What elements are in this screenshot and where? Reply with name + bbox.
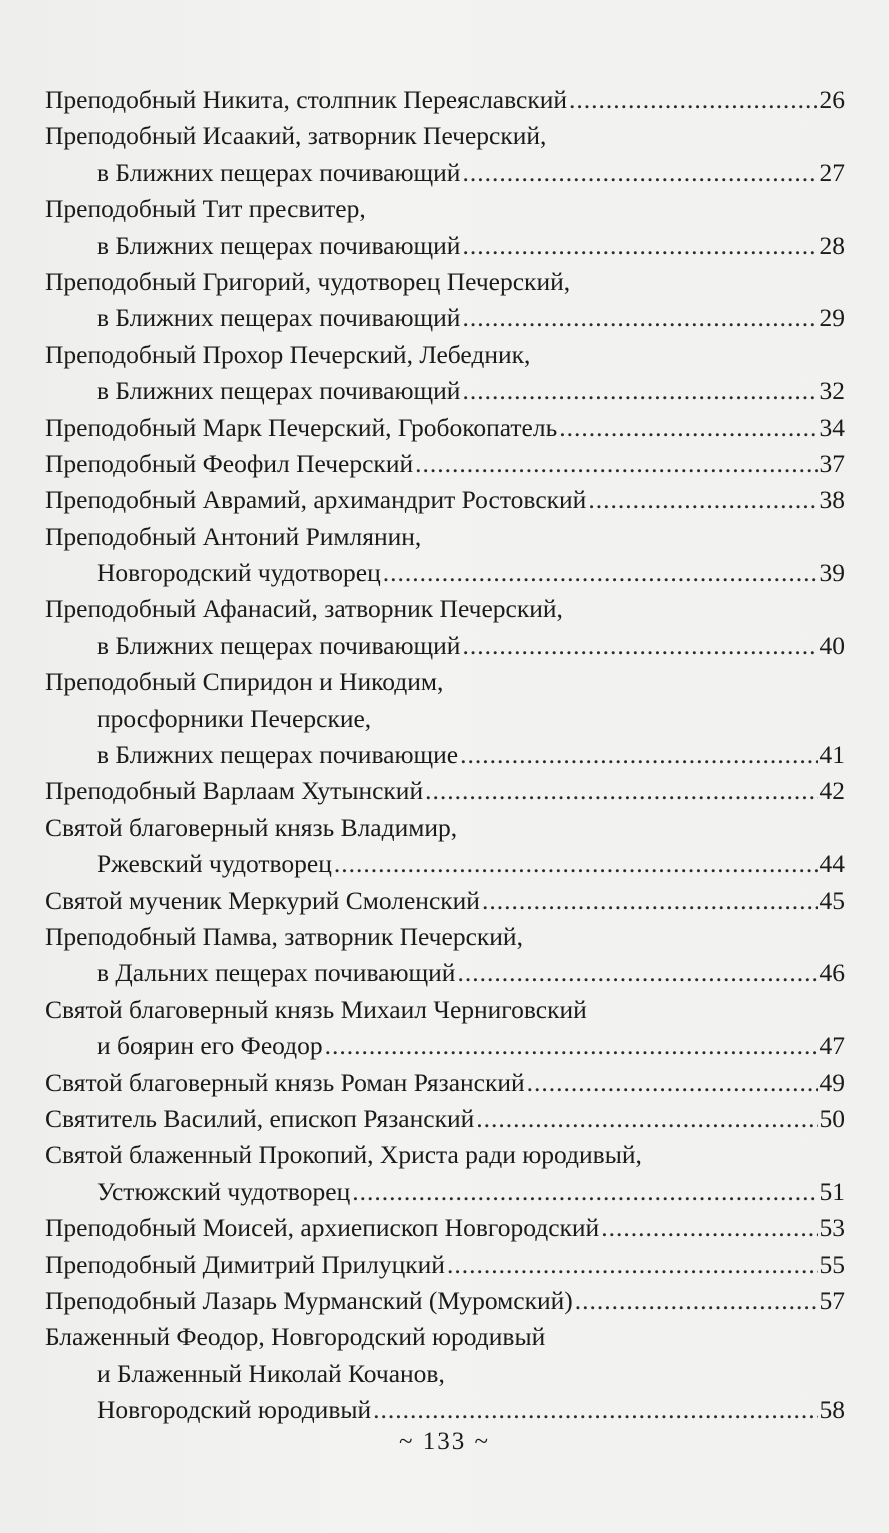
toc-entry-title-line [45,1101,845,1137]
toc-entry-title-line [45,1210,845,1246]
toc-entry [45,118,845,191]
toc-entry [45,410,845,446]
dot-leader [569,82,818,118]
toc-entry [45,919,845,992]
toc-entry-text: в Ближних пещерах почивающий [97,157,461,187]
toc-entry [45,1065,845,1101]
toc-entry-text: в Дальних пещерах почивающий [97,958,456,988]
dot-leader [447,1247,818,1283]
toc-entry-text: Святой благоверный князь Михаил Черниговский [45,994,587,1024]
toc-entry-title-line [45,519,845,555]
dot-leader [462,155,818,191]
toc-entry-continuation-line [45,846,845,882]
toc-entry-title-line [45,82,845,118]
toc-entry-title-line [45,446,845,482]
toc-entry-text: Преподобный Памва, затворник Печерский, [45,921,523,951]
toc-entry-title-line [45,992,845,1028]
toc-entry-page-number: 26 [819,85,845,114]
toc-entry-continuation-line [45,955,845,991]
toc-entry-page-number: 57 [819,1285,845,1315]
toc-entry-title-line [45,1137,845,1173]
toc-entry-title-line [45,664,845,700]
toc-entry [45,337,845,410]
toc-entry-text: Ржевский чудотворец [97,849,332,879]
dot-leader [462,628,818,664]
toc-entry-text: Святитель Василий, епископ Рязанский [45,1103,475,1133]
toc-entry-text: Преподобный Тит пресвитер, [45,194,366,224]
dot-leader [425,773,818,809]
toc-entry-text: Преподобный Варлаам Хутынский [45,776,424,806]
toc-entry-page-number: 53 [819,1213,845,1243]
dot-leader [325,1028,818,1064]
toc-entry-title-line [45,1247,845,1283]
toc-entry-text: в Ближних пещерах почивающие [97,740,459,770]
toc-entry [45,1247,845,1283]
toc-entry-continuation-line [45,1174,845,1210]
toc-entry-page-number: 29 [819,303,845,333]
toc-entry-text: Преподобный Лазарь Мурманский (Муромский) [45,1285,573,1315]
toc-entry-page-number: 45 [819,885,845,915]
toc-entry-text: Святой благоверный князь Владимир, [45,812,458,842]
toc-entry-title-line [45,1283,845,1319]
toc-entry-continuation-line [45,555,845,591]
table-of-contents [45,82,845,1428]
toc-entry-continuation-line [45,628,845,664]
toc-entry-page-number: 39 [819,558,845,588]
toc-entry [45,1137,845,1210]
toc-entry-page-number: 40 [819,630,845,660]
toc-entry [45,810,845,883]
dot-leader [415,446,818,482]
toc-entry-continuation-line [45,155,845,191]
toc-entry-title-line [45,191,845,227]
toc-entry-text: Святой благоверный князь Роман Рязанский [45,1067,525,1097]
toc-entry [45,1101,845,1137]
toc-entry [45,883,845,919]
toc-entry-continuation-line [45,1028,845,1064]
toc-entry-page-number: 46 [819,958,845,988]
toc-entry-text: Устюжский чудотворец [97,1176,351,1206]
toc-entry-page-number: 28 [819,230,845,260]
toc-entry-text: Преподобный Антоний Римлянин, [45,521,422,551]
dot-leader [334,846,818,882]
toc-entry-title-line [45,410,845,446]
dot-leader [462,228,818,264]
toc-entry-text: Преподобный Никита, столпник Переяславский [45,85,568,114]
toc-entry-text: Преподобный Прохор Печерский, Лебедник, [45,339,531,369]
toc-entry-page-number: 47 [819,1031,845,1061]
toc-entry-title-line [45,773,845,809]
dot-leader [373,1392,818,1428]
toc-entry [45,992,845,1065]
toc-entry-page-number: 58 [819,1395,845,1425]
toc-entry-page-number: 41 [819,740,845,770]
dot-leader [460,737,818,773]
toc-entry-continuation-line [45,737,845,773]
toc-entry-title-line [45,1065,845,1101]
toc-entry [45,191,845,264]
toc-entry-page-number: 55 [819,1249,845,1279]
toc-entry-title-line [45,1319,845,1355]
toc-entry-title-line [45,118,845,154]
dot-leader [482,883,818,919]
toc-entry-text: Преподобный Афанасий, затворник Печерский, [45,594,563,624]
dot-leader [462,373,818,409]
toc-entry-text: Новгородский юродивый [97,1395,372,1425]
toc-entry [45,664,845,773]
toc-entry [45,264,845,337]
toc-entry-page-number: 27 [819,157,845,187]
toc-entry-text: в Ближних пещерах почивающий [97,230,461,260]
dot-leader [575,1283,818,1319]
dot-leader [383,555,818,591]
toc-entry-title-line [45,264,845,300]
toc-entry-continuation-line [45,300,845,336]
toc-entry [45,1319,845,1428]
toc-entry-text: Преподобный Феофил Печерский [45,448,414,478]
dot-leader [352,1174,818,1210]
toc-entry [45,1210,845,1246]
toc-entry-page-number: 32 [819,376,845,406]
toc-entry-page-number: 42 [819,776,845,806]
toc-entry-continuation-line [45,1392,845,1428]
toc-entry-text: Новгородский чудотворец [97,558,381,588]
toc-entry-text: в Ближних пещерах почивающий [97,630,461,660]
toc-entry-text: Преподобный Григорий, чудотворец Печерский, [45,266,571,296]
toc-entry-text: Блаженный Феодор, Новгородский юродивый [45,1322,546,1352]
toc-entry-continuation-line [45,1356,845,1392]
toc-entry-title-line [45,883,845,919]
toc-entry-text: Преподобный Исаакий, затворник Печерский, [45,121,547,151]
toc-entry-text: Святой блаженный Прокопий, Христа ради юродивый, [45,1140,642,1170]
toc-entry [45,482,845,518]
toc-entry-continuation-line [45,373,845,409]
toc-entry-text: Преподобный Димитрий Прилуцкий [45,1249,445,1279]
toc-entry-text: просфорники Печерские, [97,703,372,733]
toc-entry [45,82,845,118]
dot-leader [559,410,818,446]
toc-entry-page-number: 50 [819,1103,845,1133]
toc-entry-text: Святой мученик Меркурий Смоленский [45,885,480,915]
toc-entry [45,1283,845,1319]
toc-entry-page-number: 37 [819,448,845,478]
toc-entry [45,446,845,482]
toc-entry-text: и боярин его Феодор [97,1031,323,1061]
dot-leader [462,300,818,336]
toc-entry-text: Преподобный Аврамий, архимандрит Ростовский [45,485,587,515]
toc-entry [45,591,845,664]
toc-entry-title-line [45,337,845,373]
toc-entry-title-line [45,919,845,955]
toc-entry-title-line [45,482,845,518]
toc-entry-page-number: 38 [819,485,845,515]
dot-leader [527,1065,818,1101]
toc-entry-text: и Блаженный Николай Кочанов, [97,1358,445,1388]
dot-leader [601,1210,818,1246]
toc-entry-title-line [45,810,845,846]
toc-entry-page-number: 34 [819,412,845,442]
dot-leader [457,955,818,991]
toc-entry-page-number: 51 [819,1176,845,1206]
page-number: ~ 133 ~ [398,1428,491,1455]
dot-leader [588,482,818,518]
toc-entry-text: в Ближних пещерах почивающий [97,376,461,406]
toc-entry-page-number: 49 [819,1067,845,1097]
toc-entry-title-line [45,591,845,627]
toc-entry-continuation-line [45,701,845,737]
toc-entry-text: в Ближних пещерах почивающий [97,303,461,333]
toc-entry-text: Преподобный Моисей, архиепископ Новгородский [45,1213,600,1243]
toc-entry [45,773,845,809]
toc-entry-text: Преподобный Марк Печерский, Гробокопатель [45,412,558,442]
dot-leader [476,1101,818,1137]
toc-entry-continuation-line [45,228,845,264]
toc-entry-text: Преподобный Спиридон и Никодим, [45,667,444,697]
toc-entry-page-number: 44 [819,849,845,879]
toc-entry [45,519,845,592]
